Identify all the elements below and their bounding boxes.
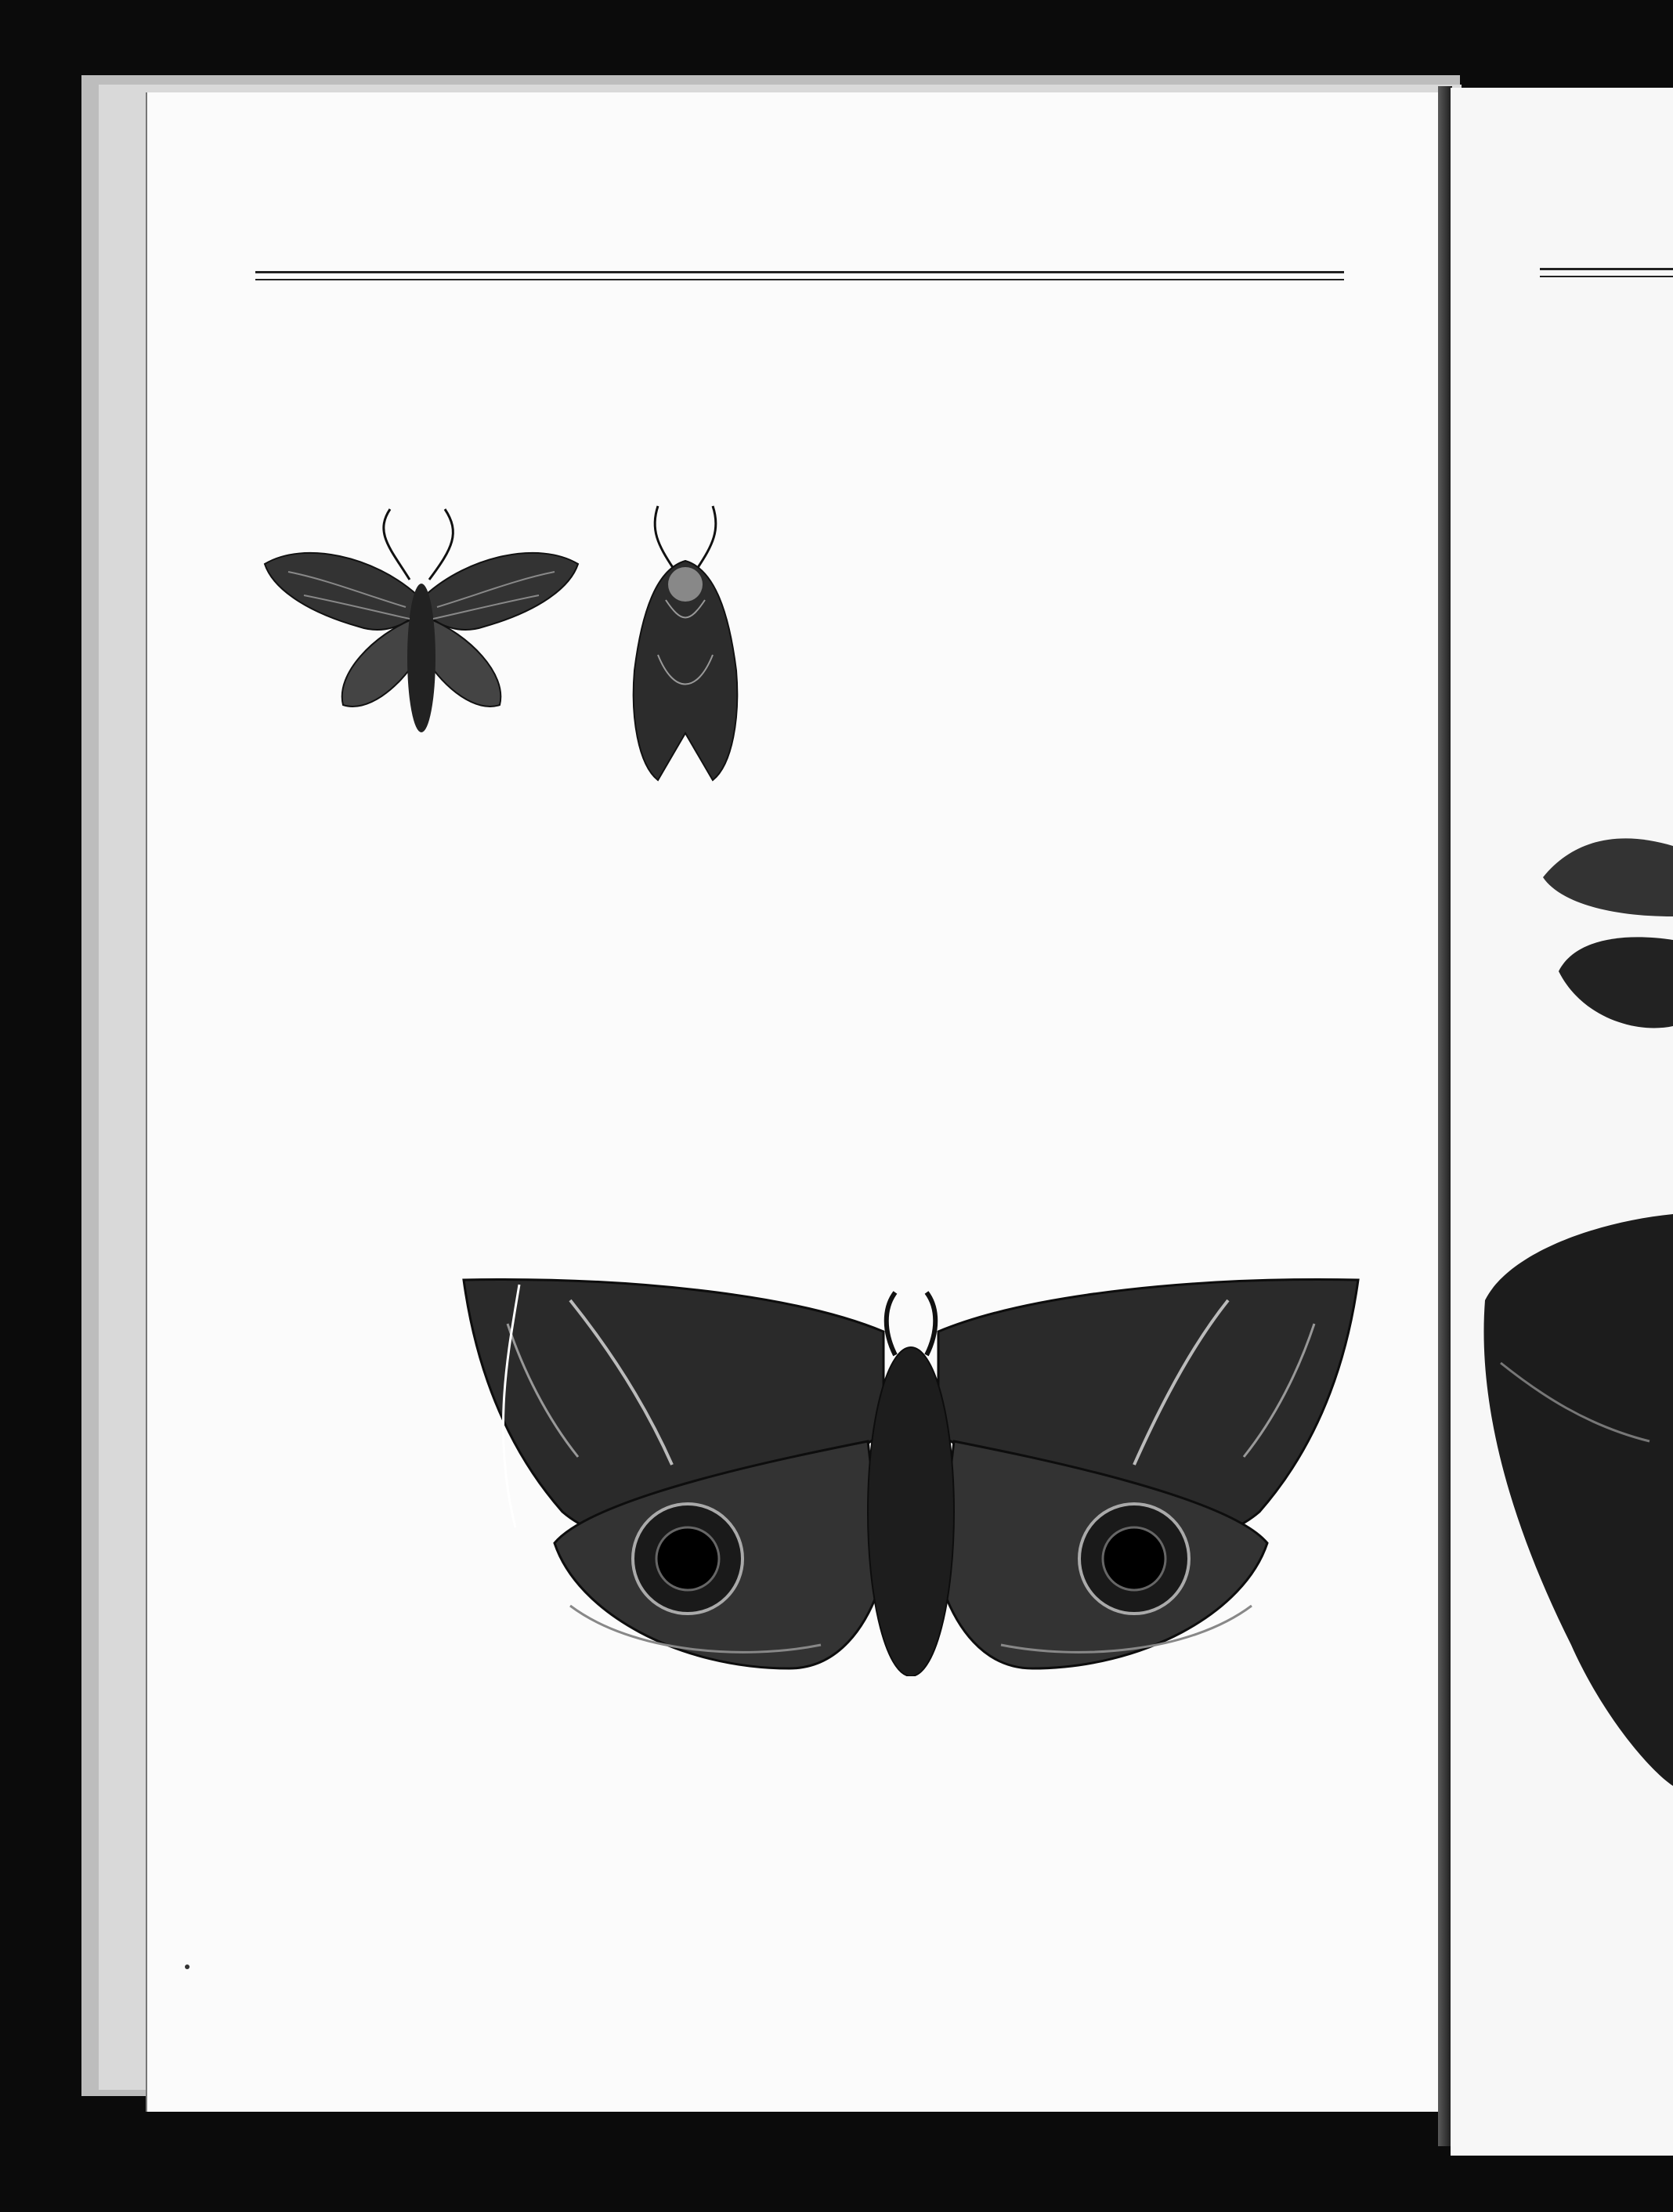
right-header-rule-thin bbox=[1540, 276, 1673, 277]
right-page bbox=[1451, 88, 1673, 2156]
right-page-large-moth-fragment bbox=[1477, 1206, 1673, 1802]
right-page-moth-fragment bbox=[1527, 830, 1673, 1050]
fig33-moth-resting-illustration bbox=[611, 498, 760, 788]
right-header-rule bbox=[1540, 268, 1673, 270]
header-rule-thin bbox=[255, 279, 1344, 280]
stray-dot bbox=[185, 1964, 190, 1969]
fig33-moth-spread-illustration bbox=[257, 501, 625, 760]
fig34-moth-illustration bbox=[461, 1277, 1361, 1676]
header-rule bbox=[255, 271, 1344, 273]
left-page bbox=[146, 92, 1449, 2112]
